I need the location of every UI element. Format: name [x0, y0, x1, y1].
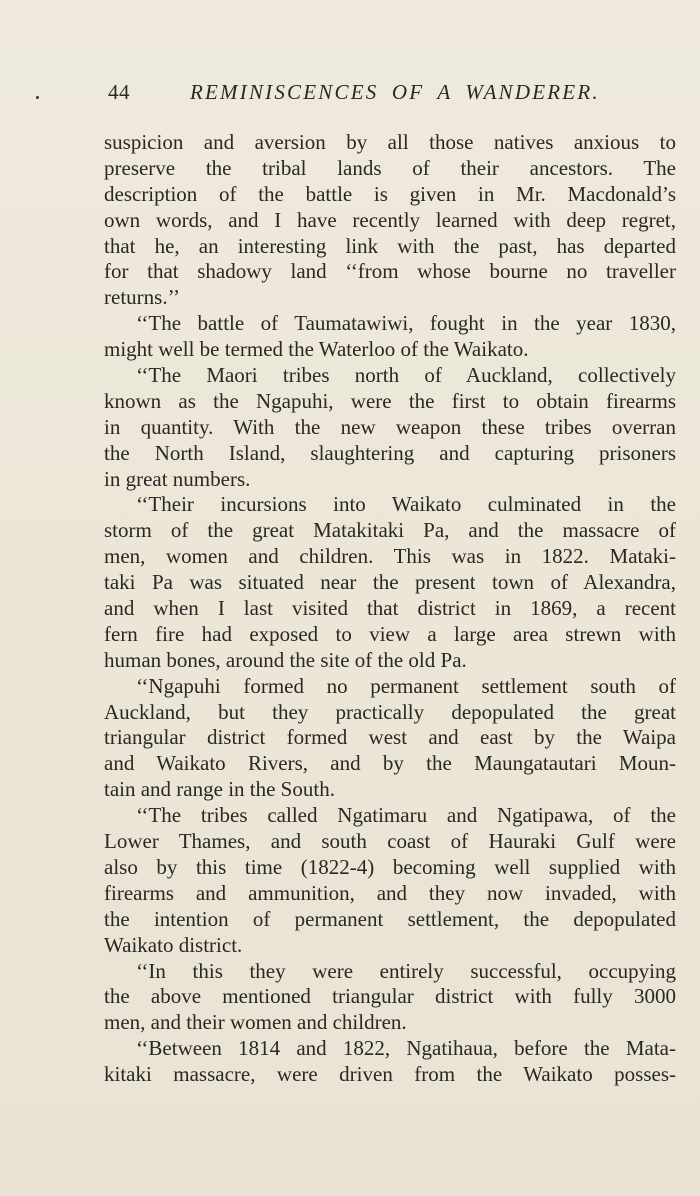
text-line: men, women and children. This was in 1822. Mataki- [104, 544, 676, 569]
text-line: that he, an interesting link with the past, has departed [104, 233, 676, 258]
text-line: fern fire had exposed to view a large area strewn with [104, 621, 676, 646]
text-line: and Waikato Rivers, and by the Maungatautari Moun- [104, 751, 676, 776]
text-line: the North Island, slaughtering and capturing prisoners [104, 440, 676, 465]
text-line: known as the Ngapuhi, were the first to obtain firearms [104, 388, 676, 413]
text-line: Auckland, but they practically depopulated the great [104, 699, 676, 724]
text-line: ‘‘The tribes called Ngatimaru and Ngatipawa, of the [136, 803, 676, 828]
body-text [104, 130, 676, 1088]
page-number: 44 [108, 80, 130, 104]
text-line: for that shadowy land ‘‘from whose bourne no traveller [104, 259, 676, 284]
text-line: and when I last visited that district in 1869, a recent [104, 596, 676, 621]
text-line: storm of the great Matakitaki Pa, and the massacre of [104, 518, 676, 543]
text-line: the intention of permanent settlement, the depopulated [104, 906, 676, 931]
text-line: in quantity. With the new weapon these tribes overran [104, 414, 676, 439]
text-line: description of the battle is given in Mr. Macdonald’s [104, 181, 676, 206]
text-line: human bones, around the site of the old Pa. [104, 647, 467, 672]
text-line: preserve the tribal lands of their ancestors. The [104, 155, 676, 180]
text-line: ‘‘The Maori tribes north of Auckland, collectively [136, 363, 676, 388]
text-line: ‘‘Ngapuhi formed no permanent settlement south of [136, 673, 676, 698]
text-line: might well be termed the Waterloo of the Waikato. [104, 337, 529, 362]
text-line: ‘‘Between 1814 and 1822, Ngatihaua, before the Mata- [136, 1036, 676, 1061]
running-title: REMINISCENCES OF A WANDERER. [190, 80, 600, 104]
text-line: tain and range in the South. [104, 777, 335, 802]
text-line: in great numbers. [104, 466, 251, 491]
text-line: men, and their women and children. [104, 1010, 407, 1035]
text-line: suspicion and aversion by all those natives anxious to [104, 130, 676, 154]
text-line: ‘‘The battle of Taumatawiwi, fought in the year 1830, [136, 311, 676, 336]
text-line: the above mentioned triangular district with fully 3000 [104, 984, 676, 1009]
text-line: Waikato district. [104, 932, 243, 957]
text-line: also by this time (1822-4) becoming well supplied with [104, 854, 676, 879]
text-line: ‘‘Their incursions into Waikato culminated in the [136, 492, 676, 517]
text-line: own words, and I have recently learned with deep regret, [104, 207, 676, 232]
text-line: Lower Thames, and south coast of Hauraki Gulf were [104, 829, 676, 854]
text-line: ‘‘In this they were entirely successful, occupying [136, 958, 676, 983]
text-line: kitaki massacre, were driven from the Waikato posses- [104, 1062, 676, 1087]
text-line: returns.’’ [104, 285, 180, 310]
page-header [108, 80, 676, 110]
text-line: firearms and ammunition, and they now invaded, with [104, 880, 676, 905]
text-line: taki Pa was situated near the present town of Alexandra, [104, 570, 676, 595]
text-line: triangular district formed west and east by the Waipa [104, 725, 676, 750]
ink-speck [36, 96, 39, 99]
